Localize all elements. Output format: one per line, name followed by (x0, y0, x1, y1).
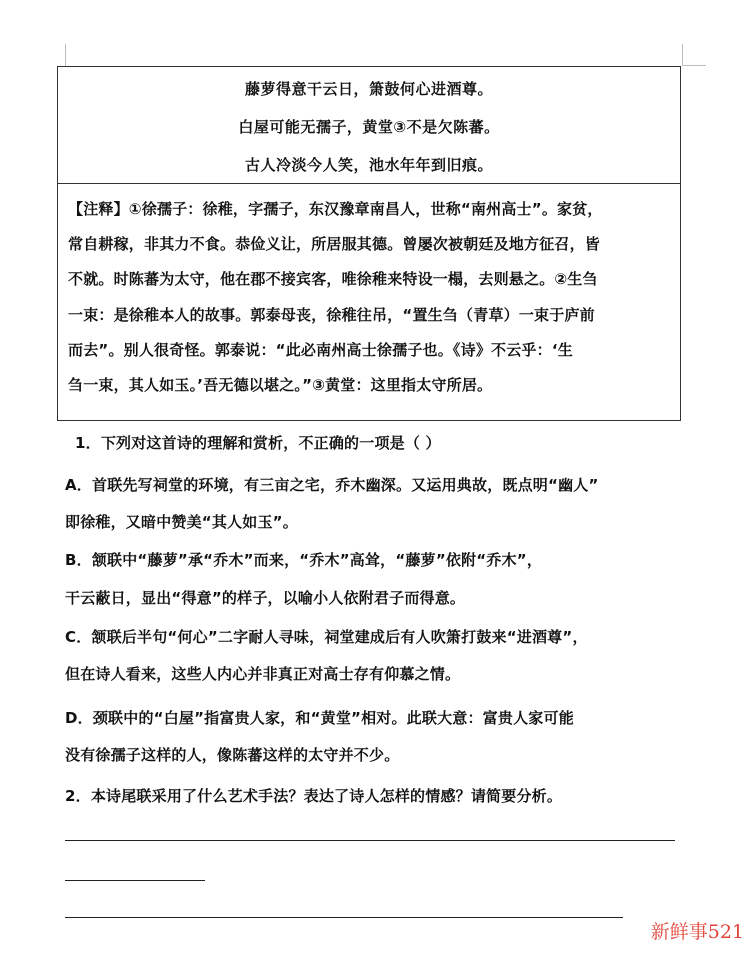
note-line-6: 刍一束，其人如玉。’吾无德以堪之。”③黄堂：这里指太守所居。 (68, 376, 493, 395)
option-a-line-2: 即徐稚，又暗中赞美“其人如玉”。 (65, 513, 298, 531)
annotation-notes (68, 192, 672, 403)
answer-line-1[interactable] (65, 840, 675, 841)
crop-mark-top-right-horizontal (682, 65, 706, 66)
poem-section (58, 67, 680, 184)
option-b-line-2: 干云蔽日，显出“得意”的样子，以喻小人依附君子而得意。 (65, 589, 466, 607)
poem-line-3: 古人冷淡今人笑，池水年年到旧痕。 (244, 156, 493, 174)
answer-line-3[interactable] (65, 917, 623, 918)
note-line-5: 而去”。别人很奇怪。郭泰说：“此必南州高士徐孺子也。《诗》不云乎：‘生 (68, 340, 573, 359)
question-1-stem: 1．下列对这首诗的理解和赏析，不正确的一项是（ ） (75, 434, 441, 452)
note-line-3: 不就。时陈蕃为太守，他在郡不接宾客，唯徐稚来特设一榻，去则悬之。②生刍 (68, 270, 598, 289)
option-b-line-1: B．颔联中“藤萝”承“乔木”而来，“乔木”高耸，“藤萝”依附“乔木”， (65, 551, 543, 569)
crop-mark-top-left-vertical (65, 44, 66, 66)
note-line-4: 一束：是徐稚本人的故事。郭泰母丧，徐稚往吊，“置生刍（青草）一束于庐前 (68, 305, 595, 324)
watermark-text: 新鲜事521 (650, 921, 744, 943)
question-2-stem: 2．本诗尾联采用了什么艺术手法？表达了诗人怎样的情感？请简要分析。 (65, 787, 563, 805)
answer-line-2[interactable] (65, 880, 205, 881)
option-c-line-1: C．颔联后半句“何心”二字耐人寻味，祠堂建成后有人吹箫打鼓来“进酒尊”， (65, 628, 588, 646)
note-line-1: 【注释】①徐孺子：徐稚，字孺子，东汉豫章南昌人，世称“南州高士”。家贫， (68, 200, 603, 218)
crop-mark-top-right-vertical (682, 44, 683, 66)
option-c-line-2: 但在诗人看来，这些人内心并非真正对高士存有仰慕之情。 (65, 665, 461, 683)
option-a-line-1: A．首联先写祠堂的环境，有三亩之宅，乔木幽深。又运用典故，既点明“幽人” (65, 476, 599, 494)
poem-line-1: 藤萝得意干云日，箫鼓何心进酒尊。 (244, 80, 493, 98)
poem-box (57, 66, 681, 421)
note-line-2: 常自耕稼，非其力不食。恭俭义让，所居服其德。曾屡次被朝廷及地方征召，皆 (68, 235, 601, 254)
option-d-line-2: 没有徐孺子这样的人，像陈蕃这样的太守并不少。 (65, 746, 400, 764)
poem-line-2: 白屋可能无孺子，黄堂③不是欠陈蕃。 (238, 118, 500, 136)
option-d-line-1: D．颈联中的“白屋”指富贵人家，和“黄堂”相对。此联大意：富贵人家可能 (65, 709, 574, 727)
